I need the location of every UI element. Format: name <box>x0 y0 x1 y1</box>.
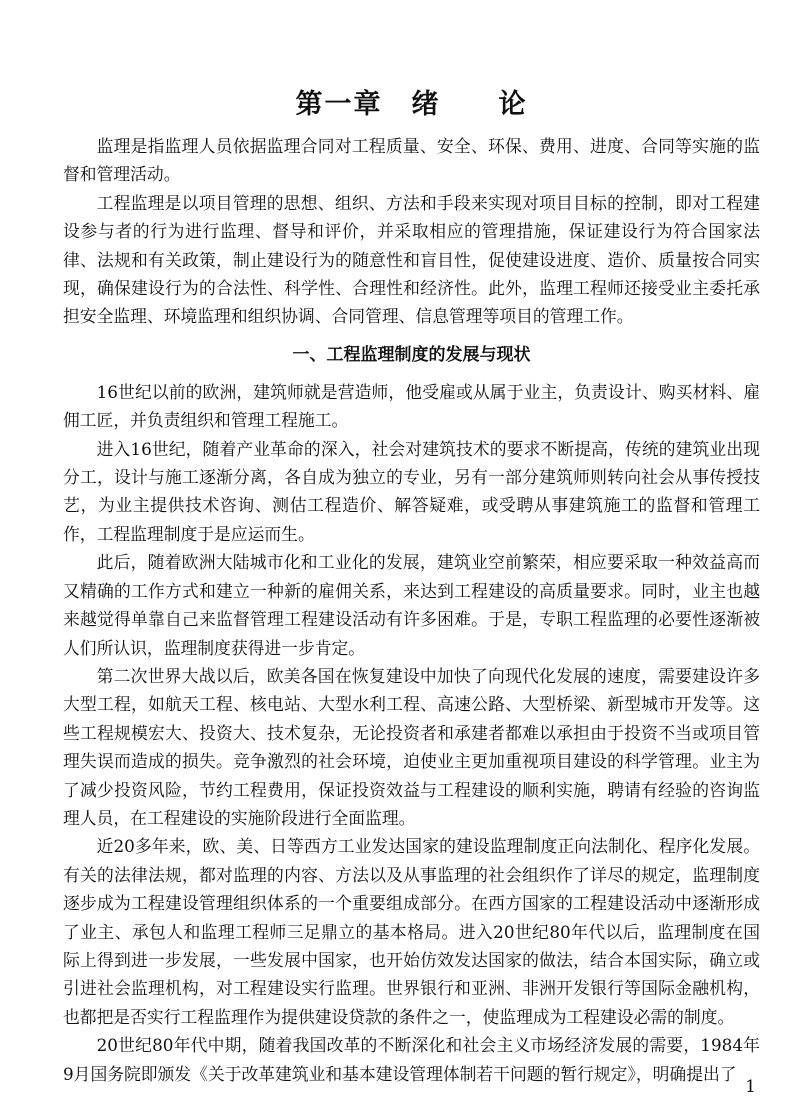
section-title: 一、工程监理制度的发展与现状 <box>292 344 531 365</box>
intro-paragraph-1: 监理是指监理人员依据监理合同对工程质量、安全、环保、费用、进度、合同等实施的监督和管理活动。 <box>63 136 760 185</box>
body-paragraph-2: 进入16世纪，随着产业革命的深入，社会对建筑技术的要求不断提高，传统的建筑业出现分工，设计与施工逐渐分离，各自成为独立的专业，另有一部分建筑师则转向社会从事传授技艺，为业主提供技术咨询、测估工程造价、解答疑难，或受聘从事建筑施工的监督和管理工作，工程监理制度于是应运而生。 <box>63 438 760 544</box>
page-number: 1 <box>745 1077 756 1097</box>
chapter-title: 第一章 绪 论 <box>295 89 528 120</box>
body-paragraph-4: 第二次世界大战以后，欧美各国在恢复建设中加快了向现代化发展的速度，需要建设许多大型工程，如航天工程、核电站、大型水利工程、高速公路、大型桥梁、新型城市开发等。这些工程规模宏大、投资大、技术复杂，无论投资者和承建者都难以承担由于投资不当或项目管理失误而造成的损失。竞争激烈的社会环境，迫使业主更加重视项目建设的科学管理。业主为了减少投资风险，节约工程费用，保证投资效益与工程建设的顺利实施，聘请有经验的咨询监理人员，在工程建设的实施阶段进行全面监理。 <box>63 665 760 828</box>
body-paragraph-6: 20世纪80年代中期，随着我国改革的不断深化和社会主义市场经济发展的需要，1984年9月国务院即颁发《关于改革建筑业和基本建设管理体制若干问题的暂行规定》，明确提出了 <box>63 1035 760 1084</box>
body-paragraph-3: 此后，随着欧洲大陆城市化和工业化的发展，建筑业空前繁荣，相应要采取一种效益高而又精确的工作方式和建立一种新的雇佣关系，来达到工程建设的高质量要求。同时，业主也越来越觉得单靠自己来监督管理工程建设活动有许多困难。于是，专职工程监理的必要性逐渐被人们所认识，监理制度获得进一步肯定。 <box>63 552 760 658</box>
intro-paragraph-2: 工程监理是以项目管理的思想、组织、方法和手段来实现对项目目标的控制，即对工程建设参与者的行为进行监理、督导和评价，并采取相应的管理措施，保证建设行为符合国家法律、法规和有关政策，制止建设行为的随意性和盲目性，促使建设进度、造价、质量按合同实现，确保建设行为的合法性、科学性、合理性和经济性。此外，监理工程师还接受业主委托承担安全监理、环境监理和组织协调、合同管理、信息管理等项目的管理工作。 <box>63 192 760 327</box>
body-paragraph-1: 16世纪以前的欧洲，建筑师就是营造师，他受雇或从属于业主，负责设计、购买材料、雇佣工匠，并负责组织和管理工程施工。 <box>63 381 760 431</box>
body-paragraph-5: 近20多年来，欧、美、日等西方工业发达国家的建设监理制度正向法制化、程序化发展。有关的法律法规，都对监理的内容、方法以及从事监理的社会组织作了详尽的规定，监理制度逐步成为工程建设管理组织体系的一个重要组成部分。在西方国家的工程建设活动中逐渐形成了业主、承包人和监理工程师三足鼎立的基本格局。进入20世纪80年代以后，监理制度在国际上得到进一步发展，一些发展中国家，也开始仿效发达国家的做法，结合本国实际，确立或引进社会监理机构，对工程建设实行监理。世界银行和亚洲、非洲开发银行等国际金融机构，也都把是否实行工程监理作为提供建设贷款的条件之一，使监理成为工程建设必需的制度。 <box>63 836 760 1027</box>
